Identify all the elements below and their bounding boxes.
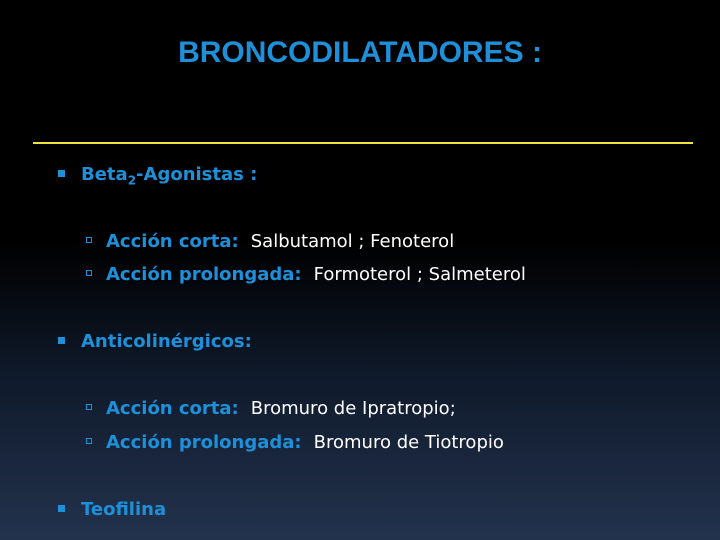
section-label-subscript: 2 — [127, 173, 137, 188]
bullet-teofilina — [58, 499, 166, 520]
sub-bullet-beta-short — [86, 231, 454, 252]
square-bullet-icon — [58, 170, 65, 177]
title-divider — [33, 142, 693, 144]
section-label: Teofilina — [81, 499, 167, 520]
sub-bullet-lead: Acción corta: — [106, 398, 239, 419]
hollow-square-bullet-icon — [86, 404, 92, 410]
sub-bullet-text: Bromuro de Ipratropio; — [250, 398, 456, 419]
hollow-square-bullet-icon — [86, 438, 92, 444]
hollow-square-bullet-icon — [86, 270, 92, 276]
sub-bullet-text: Formoterol ; Salmeterol — [313, 264, 526, 285]
sub-bullet-lead: Acción prolongada: — [106, 264, 302, 285]
sub-bullet-text: Bromuro de Tiotropio — [313, 432, 504, 453]
sub-bullet-beta-long — [86, 264, 526, 285]
section-label-suffix: -Agonistas : — [136, 164, 258, 185]
sub-bullet-lead: Acción corta: — [106, 231, 239, 252]
sub-bullet-anticol-short — [86, 398, 456, 419]
square-bullet-icon — [58, 505, 65, 512]
bullet-anticolinergicos — [58, 331, 252, 352]
square-bullet-icon — [58, 337, 65, 344]
sub-bullet-lead: Acción prolongada: — [106, 432, 302, 453]
section-label: Anticolinérgicos: — [81, 331, 252, 352]
sub-bullet-anticol-long — [86, 432, 504, 453]
sub-bullet-text: Salbutamol ; Fenoterol — [250, 231, 455, 252]
hollow-square-bullet-icon — [86, 237, 92, 243]
bullet-beta-agonistas — [58, 164, 257, 188]
section-label-prefix: Beta — [81, 164, 128, 185]
slide-title: BRONCODILATADORES : — [178, 36, 542, 69]
